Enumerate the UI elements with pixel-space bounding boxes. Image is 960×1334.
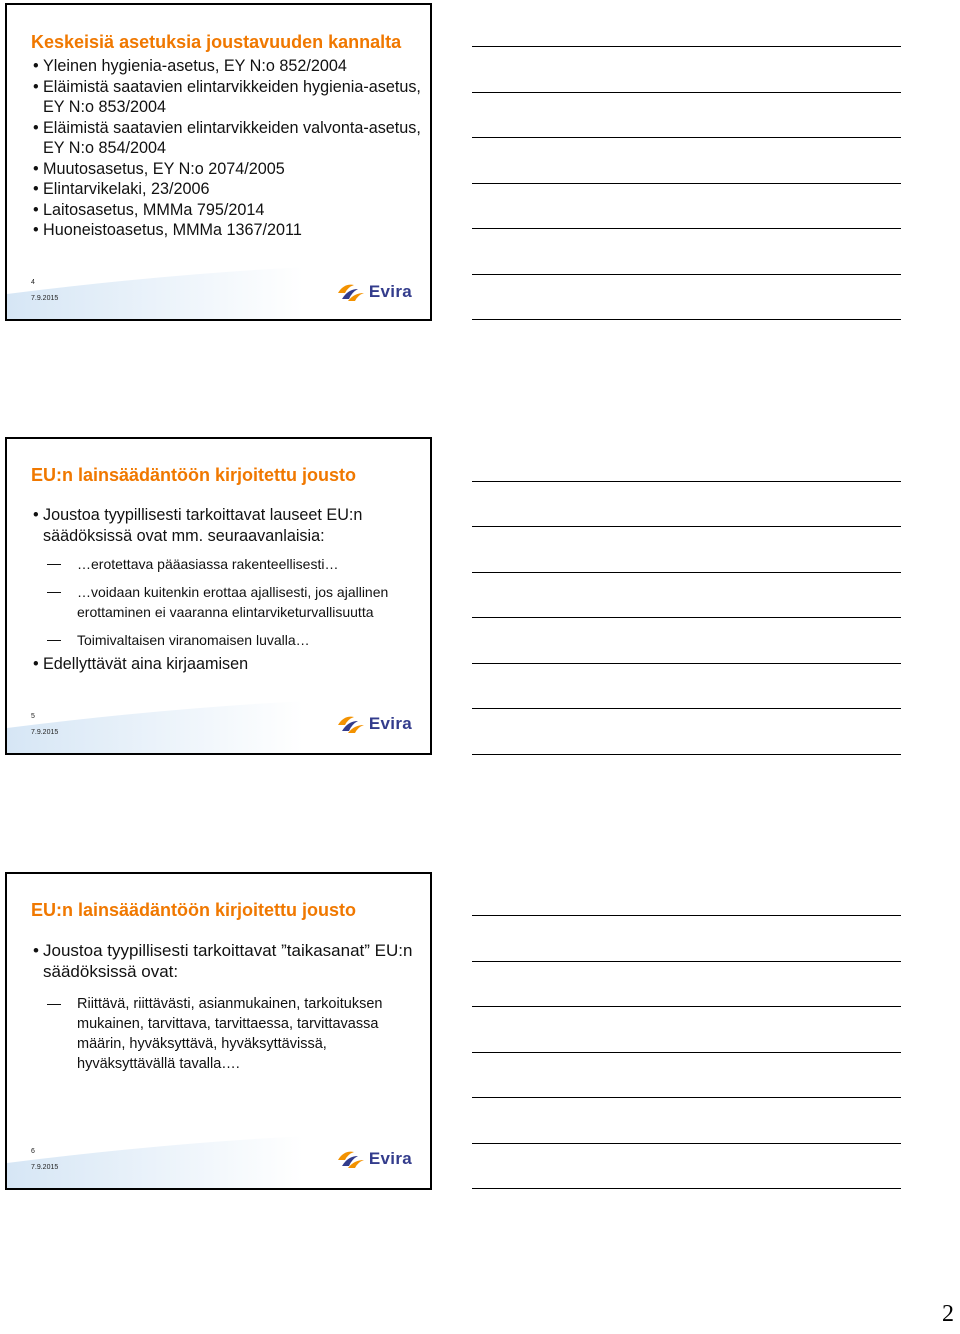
note-line (472, 1052, 901, 1053)
bullet-item: • Huoneistoasetus, MMMa 1367/2011 (33, 220, 422, 241)
bullet-item: • Eläimistä saatavien elintarvikkeiden valvonta-asetus, EY N:o 854/2004 (33, 118, 422, 159)
slide-number: 4 (31, 279, 35, 286)
note-line (472, 915, 901, 916)
bullet-item: • Muutosasetus, EY N:o 2074/2005 (33, 159, 422, 180)
page-number: 2 (942, 1301, 954, 1327)
bullet-list (33, 505, 422, 675)
evira-logo (336, 713, 412, 735)
slide-date: 7.9.2015 (31, 729, 59, 736)
note-line (472, 92, 901, 93)
bullet-list (33, 940, 422, 1074)
slide-title: EU:n lainsäädäntöön kirjoitettu jousto (31, 465, 357, 485)
bullet-list (33, 56, 422, 241)
note-line (472, 708, 901, 709)
evira-bird-logo-icon (336, 713, 366, 735)
bullet-item: • Laitosasetus, MMMa 795/2014 (33, 200, 422, 221)
sub-bullet-item: …voidaan kuitenkin erottaa ajallisesti, jos ajallinen erottaminen ei vaaranna elintarviketurvallisuutta (33, 582, 422, 622)
note-line (472, 617, 901, 618)
note-line (472, 46, 901, 47)
note-line (472, 1006, 901, 1007)
evira-bird-logo-icon (336, 1148, 366, 1170)
bullet-item: • Edellyttävät aina kirjaamisen (33, 654, 422, 675)
note-line (472, 481, 901, 482)
slide-date: 7.9.2015 (31, 1164, 59, 1171)
note-line (472, 274, 901, 275)
slide-6 (5, 872, 432, 1190)
slide-title: Keskeisiä asetuksia joustavuuden kannalta (31, 32, 402, 52)
note-line (472, 526, 901, 527)
note-line (472, 663, 901, 664)
logo-text: Evira (368, 714, 412, 733)
slide-4 (5, 3, 432, 321)
bullet-item: • Yleinen hygienia-asetus, EY N:o 852/2004 (33, 56, 422, 77)
slide-date: 7.9.2015 (31, 295, 59, 302)
note-line (472, 1097, 901, 1098)
slide-5 (5, 437, 432, 755)
slide-title: EU:n lainsäädäntöön kirjoitettu jousto (31, 900, 357, 920)
note-line (472, 572, 901, 573)
slide-number: 5 (31, 713, 35, 720)
slide-number: 6 (31, 1148, 35, 1155)
logo-text: Evira (368, 282, 412, 301)
logo-text: Evira (368, 1149, 412, 1168)
note-line (472, 754, 901, 755)
note-line (472, 961, 901, 962)
evira-logo (336, 1148, 412, 1170)
note-line (472, 1143, 901, 1144)
bullet-item: • Joustoa tyypillisesti tarkoittavat lauseet EU:n säädöksissä ovat mm. seuraavanlaisia: (33, 505, 422, 546)
note-line (472, 183, 901, 184)
sub-bullet-item: Toimivaltaisen viranomaisen luvalla… (33, 630, 422, 650)
sub-bullet-item: …erotettava pääasiassa rakenteellisesti… (33, 554, 422, 574)
evira-logo (336, 281, 412, 303)
note-line (472, 319, 901, 320)
note-line (472, 137, 901, 138)
bullet-item: • Elintarvikelaki, 23/2006 (33, 179, 422, 200)
note-line (472, 1188, 901, 1189)
evira-bird-logo-icon (336, 281, 366, 303)
sub-bullet-item: Riittävä, riittävästi, asianmukainen, tarkoituksen mukainen, tarvittava, tarvittaessa, tarvittavassa määrin, hyväksyttävä, hyväksyttävissä, hyväksyttävällä tavalla…. (33, 994, 422, 1074)
bullet-item: • Eläimistä saatavien elintarvikkeiden hygienia-asetus, EY N:o 853/2004 (33, 77, 422, 118)
bullet-item: • Joustoa tyypillisesti tarkoittavat ”taikasanat” EU:n säädöksissä ovat: (33, 940, 422, 982)
note-line (472, 228, 901, 229)
